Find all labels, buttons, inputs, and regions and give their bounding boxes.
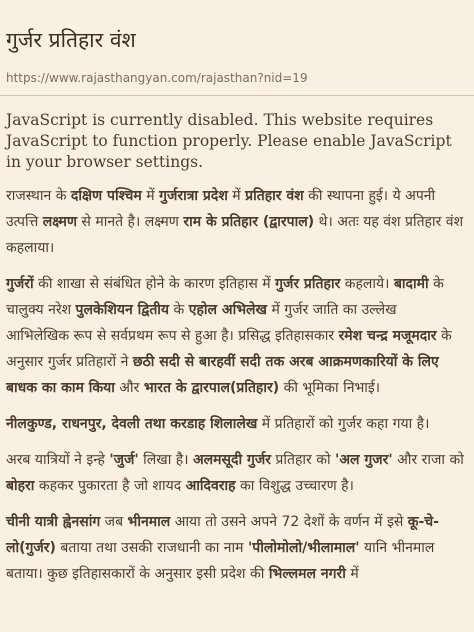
bold-text: आदिवराह [185,478,236,494]
bold-text: रमेश चन्द्र मजूमदार [338,328,437,344]
text-run: और राजा को [392,452,464,468]
text-run: और [114,380,144,396]
text-run: राजस्थान के [6,188,71,204]
text-run: कहकर पुकारता है जो शायद [34,478,186,494]
source-url: https://www.rajasthangyan.com/rajasthan?nid=19 [6,71,308,85]
bold-text: गुर्जरों [6,276,34,292]
article-paragraph [6,411,464,437]
bold-text: भीनमाल [127,514,171,530]
text-run: लिखा है। [138,452,193,468]
bold-text: लक्ष्मण [42,214,77,230]
text-run: के [169,302,189,318]
article-body [6,183,464,587]
text-run: बताया तथा उसकी राजधानी का नाम [55,540,249,556]
divider [0,95,474,96]
bold-text: कू-चे-लो(गुर्जर) [6,514,439,556]
text-run: से मानते है। लक्ष्मण [76,214,184,230]
text-run: प्रतिहार को [270,452,336,468]
text-run: कहलाये। [340,276,394,292]
text-run: की स्थापना हुई। ये अपनी उत्पत्ति [6,188,436,230]
article-paragraph [6,183,464,261]
text-run: के अनुसार गुर्जर प्रतिहारों ने [6,328,452,370]
bold-text: गुर्जरात्रा प्रदेश [159,188,228,204]
bold-text: अलमसूदी गुर्जर [192,452,271,468]
bold-text: बोहरा [6,478,35,494]
bold-text: गुर्जर प्रतिहार [275,276,341,292]
javascript-disabled-notice: JavaScript is currently disabled. This website requires JavaScript to function properly. Please enable JavaScript in your browser settings. [6,111,452,171]
text-run: के चालुक्य नरेश [6,276,444,318]
bold-text: 'जुर्ज' [109,452,139,468]
bold-text: भारत के द्वारपाल(प्रतिहार) [143,380,280,396]
bold-text: 'अल गुजर' [335,452,393,468]
bold-text: राम के प्रतिहार (द्वारपाल) [183,214,315,230]
text-run: में [141,188,160,204]
bold-text: बादामी [393,276,429,292]
page-title: गुर्जर प्रतिहार वंश [6,28,136,52]
bold-text: चीनी यात्री ह्वेनसांग [6,514,101,530]
text-run: थे। अतः यह वंश प्रतिहार वंश कहलाया। [6,214,464,256]
bold-text: एहोल अभिलेख [188,302,267,318]
article-paragraph [6,509,464,587]
text-run: में [227,188,246,204]
bold-text: 'पीलोमोलो/भीलामाल' [248,540,360,556]
bold-text: पुलकेशियन द्वितीय [75,302,170,318]
bold-text: छठी सदी से बारहवीं सदी तक अरब आक्रमणकारियों के लिए बाधक का काम किया [6,354,439,396]
text-run: का विशुद्ध उच्चारण है। [235,478,354,494]
text-run: में प्रतिहारों को गुर्जर कहा गया है। [257,416,430,432]
bold-text: भिल्लमल नगरी [268,566,346,582]
text-run: की शाखा से संबंधित होने के कारण इतिहास में [33,276,276,292]
text-run: में गुर्जर जाति का उल्लेख आभिलेखिक रूप से सर्वप्रथम रूप से हुआ है। प्रसिद्ध इतिहासकार [6,302,397,344]
article-paragraph [6,447,464,499]
article-paragraph [6,271,464,401]
text-run: अरब यात्रियों ने इन्हे [6,452,110,468]
bold-text: प्रतिहार वंश [245,188,304,204]
text-run: में [345,566,359,582]
text-run: की भूमिका निभाई। [279,380,381,396]
bold-text: दक्षिण पश्चिम [70,188,142,204]
bold-text: नीलकुण्ड, राधनपुर, देवली तथा करडाह शिलालेख [6,416,258,432]
text-run: यानि भीनमाल बताया। कुछ इतिहासकारों के अनुसार इसी प्रदेश की [6,540,435,582]
text-run: जब [100,514,128,530]
text-run: आया तो उसने अपने 72 देशों के वर्णन में इसे [170,514,408,530]
